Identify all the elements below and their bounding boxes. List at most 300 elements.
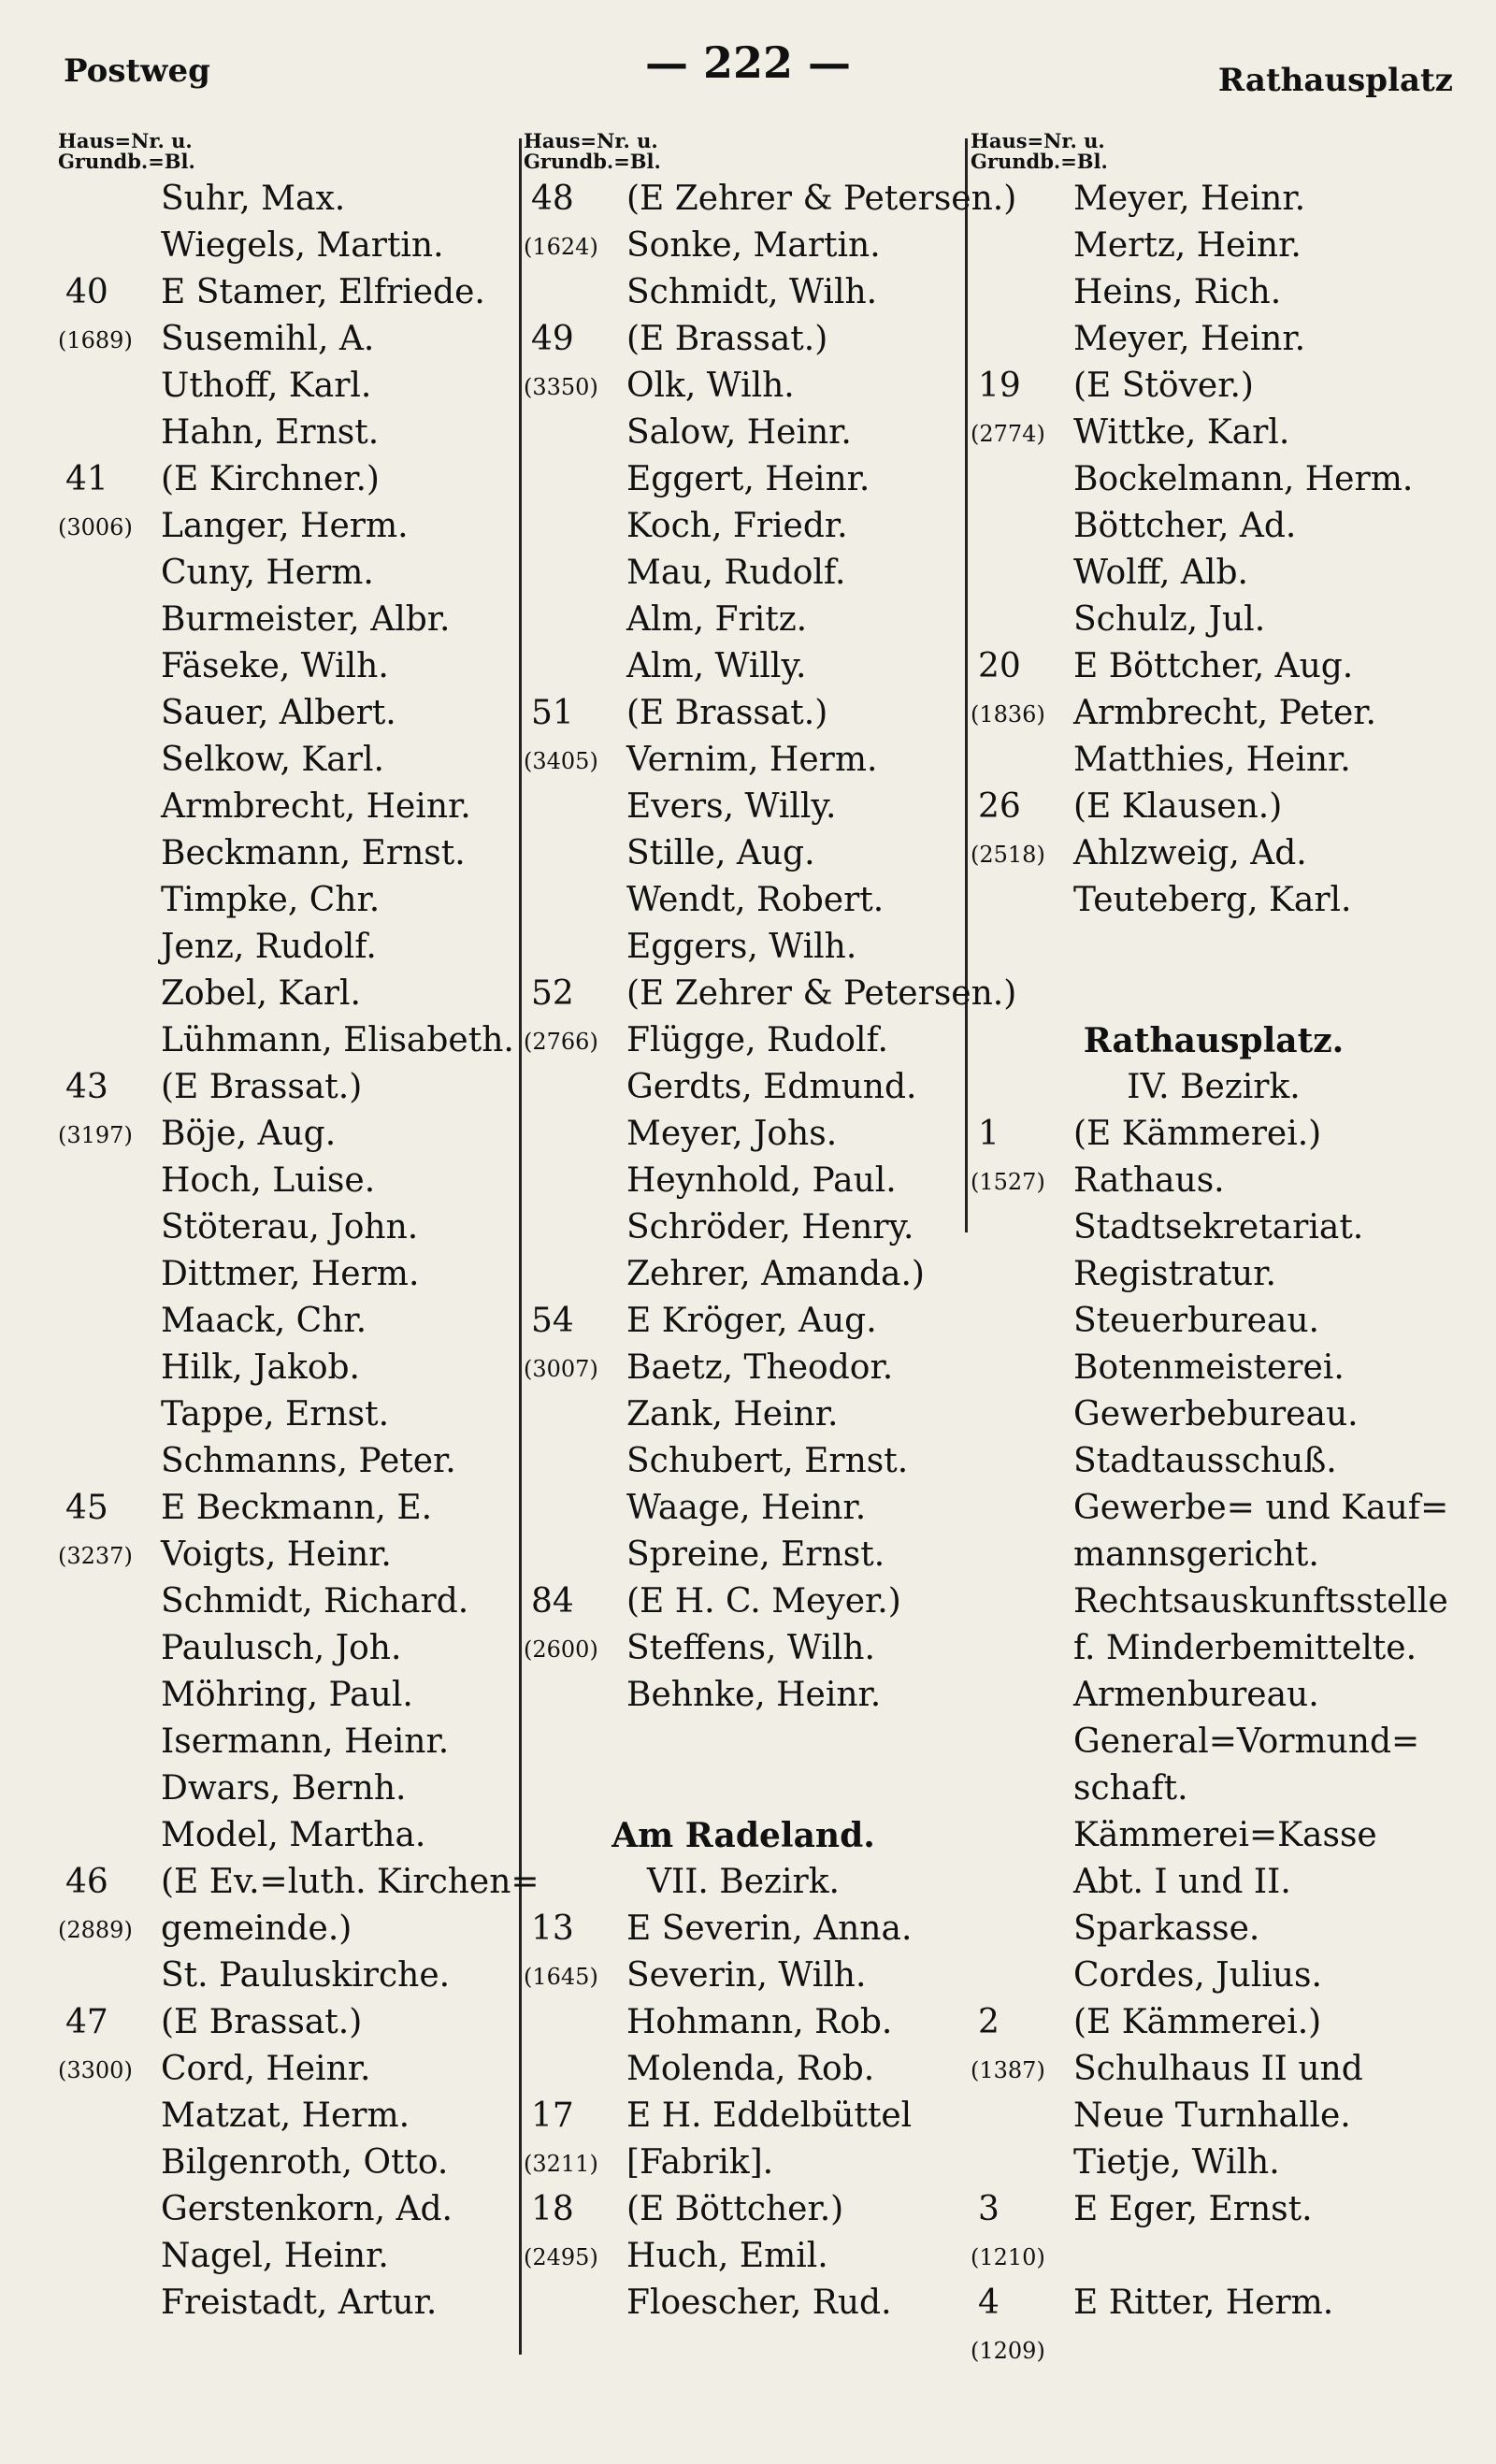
directory-entry (524, 784, 963, 830)
street-title: Rathausplatz. (1083, 1021, 1345, 1060)
directory-entry (524, 1064, 963, 1111)
entry-text: Meyer, Johs. (626, 1115, 838, 1153)
house-number: 3 (978, 2190, 1000, 2228)
entry-text: Böttcher, Ad. (1073, 507, 1297, 545)
directory-entry (971, 269, 1457, 316)
entry-text: Model, Martha. (161, 1816, 426, 1854)
directory-entry (58, 877, 514, 924)
directory-entry (58, 1999, 514, 2046)
directory-entry (971, 2280, 1457, 2327)
directory-entry (971, 1765, 1457, 1812)
entry-text: Möhring, Paul. (161, 1676, 413, 1714)
entry-text: Salow, Heinr. (626, 413, 852, 452)
entry-text: Heins, Rich. (1073, 273, 1282, 311)
directory-entry (58, 1251, 514, 1298)
directory-entry (524, 223, 963, 269)
directory-entry (971, 1812, 1457, 1859)
directory-entry (524, 2046, 963, 2093)
column-head (524, 131, 963, 176)
entry-text: Maack, Chr. (161, 1302, 367, 1340)
directory-entry (971, 363, 1457, 410)
entry-text: General=Vormund= (1073, 1722, 1420, 1761)
directory-entry (971, 1952, 1457, 1999)
district-label: IV. Bezirk. (1127, 1068, 1301, 1106)
directory-entry (58, 971, 514, 1017)
entry-text: E Böttcher, Aug. (1073, 647, 1354, 685)
entry-text: E Severin, Anna. (626, 1909, 913, 1948)
directory-entry (58, 2093, 514, 2140)
grundbuch-number: (3007) (524, 1356, 598, 1382)
directory-entry (58, 176, 514, 223)
grundbuch-number: (3006) (58, 514, 133, 540)
directory-entry (58, 503, 514, 550)
entry-text: Matthies, Heinr. (1073, 741, 1351, 779)
grundbuch-number: (3350) (524, 374, 598, 400)
entry-text: Cord, Heinr. (161, 2050, 371, 2088)
directory-entry (58, 643, 514, 690)
house-number: 13 (531, 1909, 574, 1948)
directory-entry (58, 1017, 514, 1064)
entry-text: Matzat, Herm. (161, 2097, 410, 2135)
entries (971, 176, 1457, 924)
directory-entry (971, 1906, 1457, 1952)
entry-text: Mau, Rudolf. (626, 554, 846, 592)
directory-entry (58, 1672, 514, 1719)
directory-entry (524, 1672, 963, 1719)
directory-entry (58, 1345, 514, 1391)
entry-text: Burmeister, Albr. (161, 600, 451, 639)
directory-entry (58, 1111, 514, 1158)
entry-text: Sonke, Martin. (626, 226, 881, 265)
directory-entry (971, 830, 1457, 877)
grundbuch-number: (1209) (971, 2338, 1045, 2364)
directory-column-1 (58, 129, 539, 2327)
directory-entry (524, 924, 963, 971)
entry-text: Spreine, Ernst. (626, 1535, 885, 1574)
directory-entry (971, 784, 1457, 830)
entry-text: mannsgericht. (1073, 1535, 1319, 1574)
directory-entry (58, 2233, 514, 2280)
entry-text: (E Zehrer & Petersen.) (626, 974, 1017, 1013)
directory-entry (524, 176, 1017, 223)
directory-entry (58, 1391, 514, 1438)
entry-text: Eggert, Heinr. (626, 460, 870, 498)
entry-text: Eggers, Wilh. (626, 928, 857, 966)
entry-text: Rathaus. (1073, 1161, 1225, 1200)
directory-entry (524, 1251, 963, 1298)
house-number: 48 (531, 180, 574, 218)
entry-text: Botenmeisterei. (1073, 1348, 1345, 1387)
entry-text: Olk, Wilh. (626, 367, 795, 405)
entry-text: Suhr, Max. (161, 180, 346, 218)
entry-text: (E Klausen.) (1073, 787, 1283, 826)
directory-entry (58, 550, 514, 597)
directory-entry (971, 737, 1457, 784)
entry-text: E Kröger, Aug. (626, 1302, 877, 1340)
directory-entry (524, 1625, 963, 1672)
directory-entry (971, 1719, 1457, 1765)
house-number: 1 (978, 1115, 1000, 1153)
directory-entry (58, 456, 514, 503)
entry-text: Alm, Willy. (626, 647, 807, 685)
entry-text: Steuerbureau. (1073, 1302, 1319, 1340)
directory-entry (524, 316, 963, 363)
directory-entry (971, 1204, 1457, 1251)
entry-text: (E Brassat.) (626, 320, 828, 358)
directory-entry (971, 2327, 1457, 2373)
entry-text: Evers, Willy. (626, 787, 837, 826)
directory-entry (971, 316, 1457, 363)
house-number: 41 (65, 460, 108, 498)
house-number: 52 (531, 974, 574, 1013)
grundbuch-number: (3405) (524, 748, 598, 774)
entry-text: Beckmann, Ernst. (161, 834, 466, 872)
entry-text: Stille, Aug. (626, 834, 815, 872)
entry-text: Tappe, Ernst. (161, 1395, 390, 1434)
house-number: 84 (531, 1582, 574, 1621)
entry-text: Wendt, Robert. (626, 881, 885, 919)
entry-text: E Eger, Ernst. (1073, 2190, 1313, 2228)
entry-text: (E Ev.=luth. Kirchen= (161, 1863, 539, 1901)
column-head-line2: Grundb.=Bl. (971, 150, 1108, 173)
entry-text: Schmidt, Wilh. (626, 273, 878, 311)
directory-entry (524, 1204, 963, 1251)
column-head-line2: Grundb.=Bl. (58, 150, 195, 173)
directory-entry (524, 1952, 963, 1999)
entry-text: (E Kämmerei.) (1073, 2003, 1322, 2041)
directory-entry (524, 737, 963, 784)
entry-text: Gerdts, Edmund. (626, 1068, 917, 1106)
directory-entry (971, 410, 1457, 456)
directory-entry (524, 877, 963, 924)
entry-text: Teuteberg, Karl. (1073, 881, 1352, 919)
directory-entry (58, 1812, 514, 1859)
entry-text: Stöterau, John. (161, 1208, 419, 1246)
entry-text: Uthoff, Karl. (161, 367, 372, 405)
directory-entry (58, 784, 514, 830)
directory-entry (971, 456, 1457, 503)
directory-entry (971, 503, 1457, 550)
entry-text: St. Pauluskirche. (161, 1956, 451, 1995)
grundbuch-number: (3211) (524, 2151, 598, 2177)
house-number: 40 (65, 273, 108, 311)
entry-text: Selkow, Karl. (161, 741, 384, 779)
entries (971, 1111, 1457, 2373)
entry-text: (E Zehrer & Petersen.) (626, 180, 1017, 218)
entry-text: Tietje, Wilh. (1073, 2143, 1280, 2182)
directory-entry (524, 1158, 963, 1204)
entry-text: Paulusch, Joh. (161, 1629, 402, 1667)
entry-text: Cordes, Julius. (1073, 1956, 1322, 1995)
grundbuch-number: (1645) (524, 1964, 598, 1990)
directory-entry (58, 924, 514, 971)
entry-text: (E Brassat.) (626, 694, 828, 732)
house-number: 46 (65, 1863, 108, 1901)
directory-entry (524, 971, 1017, 1017)
directory-entry (971, 1111, 1457, 1158)
entry-text: Alm, Fritz. (626, 600, 808, 639)
entry-text: Armenbureau. (1073, 1676, 1319, 1714)
column-head (971, 131, 1457, 176)
directory-entry (524, 456, 963, 503)
directory-entry (58, 830, 514, 877)
entry-text: Hilk, Jakob. (161, 1348, 360, 1387)
directory-entry (524, 643, 963, 690)
directory-entry (524, 269, 963, 316)
directory-entry (524, 2093, 963, 2140)
house-number: 26 (978, 787, 1021, 826)
entry-text: (E H. C. Meyer.) (626, 1582, 901, 1621)
page-number: — 222 — (644, 37, 852, 88)
directory-entry (971, 2140, 1457, 2186)
entry-text: E Ritter, Herm. (1073, 2284, 1334, 2322)
entry-text: Fäseke, Wilh. (161, 647, 389, 685)
directory-entry (524, 1906, 963, 1952)
grundbuch-number: (2518) (971, 842, 1045, 868)
directory-entry (971, 1485, 1457, 1532)
entry-text: Vernim, Herm. (626, 741, 878, 779)
grundbuch-number: (1689) (58, 327, 133, 353)
entry-text: Meyer, Heinr. (1073, 180, 1306, 218)
entry-text: Sparkasse. (1073, 1909, 1260, 1948)
house-number: 19 (978, 367, 1021, 405)
directory-entry (58, 1859, 539, 1906)
entry-text: Huch, Emil. (626, 2237, 828, 2275)
entry-text: Schulz, Jul. (1073, 600, 1266, 639)
directory-entry (971, 1859, 1457, 1906)
entry-text: Isermann, Heinr. (161, 1722, 450, 1761)
entry-text: Bilgenroth, Otto. (161, 2143, 449, 2182)
directory-entry (524, 1532, 963, 1578)
entry-text: Schulhaus II und (1073, 2050, 1363, 2088)
entry-text: Armbrecht, Heinr. (161, 787, 471, 826)
entry-text: Dittmer, Herm. (161, 1255, 420, 1293)
directory-column-3 (971, 131, 1457, 2373)
directory-entry (58, 1158, 514, 1204)
entry-text: Böje, Aug. (161, 1115, 337, 1153)
directory-entry (971, 1625, 1457, 1672)
house-number: 45 (65, 1489, 108, 1527)
entry-text: Gewerbebureau. (1073, 1395, 1359, 1434)
directory-entry (58, 2280, 514, 2327)
entries (58, 176, 539, 2327)
house-number: 18 (531, 2190, 574, 2228)
entry-text: Floescher, Rud. (626, 2284, 892, 2322)
directory-entry (971, 1578, 1457, 1625)
entry-text: E Stamer, Elfriede. (161, 273, 485, 311)
running-head-left: Postweg (64, 52, 210, 90)
grundbuch-number: (2495) (524, 2244, 598, 2270)
directory-entry (58, 1578, 514, 1625)
entries (524, 1906, 963, 2327)
column-rule-2 (965, 138, 968, 1232)
entry-text: Abt. I und II. (1073, 1863, 1291, 1901)
directory-entry (58, 410, 514, 456)
directory-entry (971, 1438, 1457, 1485)
directory-entry (58, 1906, 514, 1952)
grundbuch-number: (1527) (971, 1169, 1045, 1195)
grundbuch-number: (3237) (58, 1543, 133, 1569)
entry-text: Molenda, Rob. (626, 2050, 875, 2088)
entry-text: Timpke, Chr. (161, 881, 381, 919)
directory-entry (524, 1017, 963, 1064)
directory-entry (58, 2140, 514, 2186)
directory-entry (971, 1298, 1457, 1345)
entry-text: Mertz, Heinr. (1073, 226, 1302, 265)
house-number: 54 (531, 1302, 574, 1340)
entry-text: Armbrecht, Peter. (1073, 694, 1376, 732)
directory-entry (971, 2233, 1457, 2280)
directory-entry (971, 2093, 1457, 2140)
entry-text: (E Böttcher.) (626, 2190, 844, 2228)
column-head-line2: Grundb.=Bl. (524, 150, 661, 173)
entry-text: Heynhold, Paul. (626, 1161, 897, 1200)
entry-text: Wiegels, Martin. (161, 226, 444, 265)
entry-text: Schmidt, Richard. (161, 1582, 469, 1621)
directory-entry (524, 1298, 963, 1345)
directory-entry (971, 223, 1457, 269)
house-number: 47 (65, 2003, 108, 2041)
directory-entry (971, 1158, 1457, 1204)
entry-text: (E Brassat.) (161, 1068, 363, 1106)
house-number: 20 (978, 647, 1021, 685)
house-number: 43 (65, 1068, 108, 1106)
directory-entry (971, 1345, 1457, 1391)
directory-entry (58, 316, 514, 363)
directory-entry (58, 1064, 514, 1111)
column-rule-1 (519, 138, 522, 2355)
directory-entry (58, 363, 514, 410)
entry-text: Koch, Friedr. (626, 507, 848, 545)
directory-entry (58, 269, 514, 316)
entry-text: Hahn, Ernst. (161, 413, 380, 452)
house-number: 2 (978, 2003, 1000, 2041)
entry-text: Schmanns, Peter. (161, 1442, 456, 1480)
directory-entry (524, 1438, 963, 1485)
directory-entry (58, 1485, 514, 1532)
grundbuch-number: (2774) (971, 421, 1045, 447)
entry-text: Wolff, Alb. (1073, 554, 1248, 592)
directory-entry (524, 363, 963, 410)
directory-entry (971, 2186, 1457, 2233)
entry-text: Lühmann, Elisabeth. (161, 1021, 514, 1059)
entry-text: Schubert, Ernst. (626, 1442, 909, 1480)
directory-entry (524, 410, 963, 456)
directory-entry (524, 1111, 963, 1158)
column-head (58, 131, 514, 176)
grundbuch-number: (2600) (524, 1636, 598, 1663)
directory-entry (971, 2046, 1457, 2093)
entry-text: Voigts, Heinr. (161, 1535, 392, 1574)
house-number: 51 (531, 694, 574, 732)
directory-entry (58, 1438, 514, 1485)
entry-text: Kämmerei=Kasse (1073, 1816, 1377, 1854)
entry-text: f. Minderbemittelte. (1073, 1629, 1417, 1667)
directory-entry (524, 1999, 963, 2046)
entry-text: Jenz, Rudolf. (161, 928, 377, 966)
directory-entry (971, 877, 1457, 924)
entry-text: schaft. (1073, 1769, 1188, 1808)
house-number: 17 (531, 2097, 574, 2135)
directory-entry (524, 2233, 963, 2280)
entry-text: (E Kirchner.) (161, 460, 380, 498)
entry-text: (E Kämmerei.) (1073, 1115, 1322, 1153)
directory-entry (971, 1672, 1457, 1719)
directory-entry (524, 690, 963, 737)
grundbuch-number: (2766) (524, 1029, 598, 1055)
directory-entry (971, 1532, 1457, 1578)
directory-entry (58, 1719, 514, 1765)
entry-text: Ahlzweig, Ad. (1073, 834, 1307, 872)
grundbuch-number: (1836) (971, 701, 1045, 728)
entry-text: Waage, Heinr. (626, 1489, 867, 1527)
directory-entry (58, 1532, 514, 1578)
directory-entry (971, 176, 1457, 223)
entry-text: Gewerbe= und Kauf= (1073, 1489, 1449, 1527)
directory-entry (58, 1298, 514, 1345)
directory-entry (524, 1391, 963, 1438)
entry-text: Flügge, Rudolf. (626, 1021, 888, 1059)
directory-entry (58, 1952, 514, 1999)
directory-entry (524, 1345, 963, 1391)
directory-entry (58, 223, 514, 269)
entry-text: Freistadt, Artur. (161, 2284, 438, 2322)
directory-entry (971, 643, 1457, 690)
directory-entry (524, 597, 963, 643)
column-head-line1: Haus=Nr. u. (58, 129, 193, 152)
directory-entry (524, 2280, 963, 2327)
entry-text: Stadtausschuß. (1073, 1442, 1337, 1480)
directory-entry (971, 1251, 1457, 1298)
entry-text: Zank, Heinr. (626, 1395, 839, 1434)
column-head-line1: Haus=Nr. u. (524, 129, 658, 152)
directory-entry (524, 550, 963, 597)
entry-text: Behnke, Heinr. (626, 1676, 882, 1714)
entry-text: Steffens, Wilh. (626, 1629, 875, 1667)
entry-text: Severin, Wilh. (626, 1956, 867, 1995)
column-head-line1: Haus=Nr. u. (971, 129, 1105, 152)
grundbuch-number: (1210) (971, 2244, 1045, 2270)
grundbuch-number: (1387) (971, 2057, 1045, 2083)
entry-text: Susemihl, A. (161, 320, 375, 358)
directory-entry (58, 1204, 514, 1251)
district-label: VII. Bezirk. (646, 1863, 841, 1901)
grundbuch-number: (2889) (58, 1917, 133, 1943)
directory-entry (58, 1625, 514, 1672)
spacer (971, 924, 1457, 1017)
entry-text: Bockelmann, Herm. (1073, 460, 1414, 498)
entry-text: Zehrer, Amanda.) (626, 1255, 925, 1293)
entry-text: Wittke, Karl. (1073, 413, 1290, 452)
entry-text: Registratur. (1073, 1255, 1276, 1293)
directory-entry (58, 737, 514, 784)
directory-entry (58, 2186, 514, 2233)
entry-text: Hohmann, Rob. (626, 2003, 893, 2041)
entry-text: Neue Turnhalle. (1073, 2097, 1351, 2135)
entry-text: Dwars, Bernh. (161, 1769, 407, 1808)
directory-entry (524, 1578, 963, 1625)
house-number: 49 (531, 320, 574, 358)
entry-text: Meyer, Heinr. (1073, 320, 1306, 358)
entry-text: [Fabrik]. (626, 2143, 774, 2182)
entry-text: Sauer, Albert. (161, 694, 396, 732)
street-title: Am Radeland. (611, 1816, 875, 1855)
directory-entry (971, 550, 1457, 597)
directory-entry (971, 1999, 1457, 2046)
entry-text: Rechtsauskunftsstelle (1073, 1582, 1448, 1621)
entry-text: Nagel, Heinr. (161, 2237, 389, 2275)
entry-text: Cuny, Herm. (161, 554, 374, 592)
